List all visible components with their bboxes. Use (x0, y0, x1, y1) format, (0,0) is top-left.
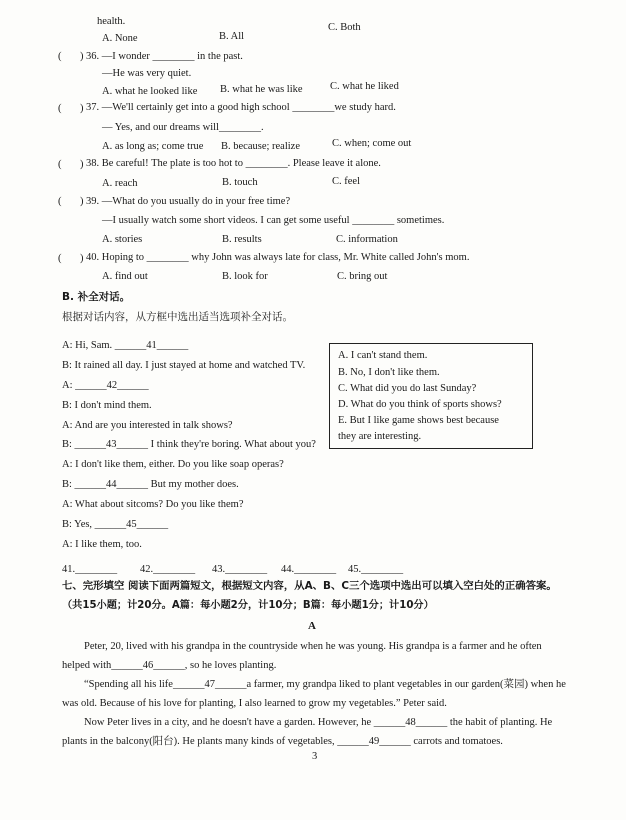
q36-paren-close: ) (80, 51, 84, 62)
q37-option-c: C. when; come out (332, 138, 412, 149)
part7-title: 七、完形填空 阅读下面两篇短文，根据短文内容，从A、B、C三个选项中选出可以填入空白处的正确答案。 (62, 580, 557, 592)
q39-option-c: C. information (336, 234, 398, 245)
q38-option-a: A. reach (102, 178, 138, 189)
option-item: D. What do you think of sports shows? (338, 399, 502, 410)
dialogue-line: A: And are you interested in talk shows? (62, 420, 233, 431)
q38-paren-close: ) (80, 159, 84, 170)
dialogue-line: B: I don't mind them. (62, 400, 152, 411)
q40-option-b: B. look for (222, 271, 268, 282)
q37-stem: 37. —We'll certainly get into a good high school ________we study hard. (86, 102, 396, 113)
page-number: 3 (312, 751, 318, 762)
passage-label: A (308, 620, 316, 632)
q39-paren-close: ) (80, 196, 84, 207)
q39-paren-open: ( (58, 196, 62, 207)
section-b-instruction: 根据对话内容，从方框中选出适当选项补全对话。 (62, 311, 293, 323)
q37-paren-open: ( (58, 103, 62, 114)
dialogue-line: A: ______42______ (62, 380, 149, 391)
passage-line: plants in the balcony(阳台). He plants many kinds of vegetables, ______49______ carrots and tomatoes. (62, 736, 503, 747)
answer-blank-42: 42.________ (140, 564, 196, 575)
q37-reply: — Yes, and our dreams will________. (102, 122, 264, 133)
dialogue-line: B: ______44______ But my mother does. (62, 479, 239, 490)
q40-option-a: A. find out (102, 271, 148, 282)
answer-blank-41: 41.________ (62, 564, 118, 575)
q35-option-b: B. All (219, 31, 245, 42)
q35-tail: health. (97, 16, 126, 27)
q38-option-b: B. touch (222, 177, 258, 188)
answer-blank-44: 44.________ (281, 564, 337, 575)
section-b-title: B. 补全对话。 (62, 291, 131, 303)
dialogue-line: B: It rained all day. I just stayed at home and watched TV. (62, 360, 306, 371)
q35-option-c: C. Both (328, 22, 361, 33)
passage-line: “Spending all his life______47______a farmer, my grandpa liked to plant vegetables in our garden(菜园) when he (84, 679, 566, 690)
q37-option-a: A. as long as; come true (102, 141, 204, 152)
q38-paren-open: ( (58, 159, 62, 170)
q36-option-a: A. what he looked like (102, 86, 198, 97)
part7-scoring: （共15小题；计20分。A篇：每小题2分，计10分；B篇：每小题1分；计10分） (62, 600, 434, 611)
q38-option-c: C. feel (332, 176, 360, 187)
q36-option-c: C. what he liked (330, 81, 399, 92)
q35-option-a: A. None (102, 33, 138, 44)
answer-blank-45: 45.________ (348, 564, 404, 575)
dialogue-line: A: What about sitcoms? Do you like them? (62, 499, 244, 510)
q36-option-b: B. what he was like (220, 84, 303, 95)
dialogue-line: B: Yes, ______45______ (62, 519, 169, 530)
dialogue-line: B: ______43______ I think they're boring. What about you? (62, 439, 316, 450)
option-item: B. No, I don't like them. (338, 367, 440, 378)
dialogue-line: A: I like them, too. (62, 539, 142, 550)
option-item: they are interesting. (338, 431, 422, 442)
q36-stem: 36. —I wonder ________ in the past. (86, 51, 243, 62)
q39-stem: 39. —What do you usually do in your free time? (86, 196, 291, 207)
q39-option-b: B. results (222, 234, 262, 245)
option-item: E. But I like game shows best because (338, 415, 499, 426)
passage-line: was old. Because of his love for planting, I also learned to grow my vegetables.” Peter said. (62, 698, 447, 709)
q40-paren-close: ) (80, 253, 84, 264)
q38-stem: 38. Be careful! The plate is too hot to ________. Please leave it alone. (86, 158, 381, 169)
dialogue-line: A: Hi, Sam. ______41______ (62, 340, 189, 351)
answer-blank-43: 43.________ (212, 564, 268, 575)
passage-line: Now Peter lives in a city, and he doesn't have a garden. However, he ______48______ the habit of planting. He (84, 717, 553, 728)
q36-reply: —He was very quiet. (102, 68, 192, 79)
q40-stem: 40. Hoping to ________ why John was always late for class, Mr. White called John's mom. (86, 252, 470, 263)
q36-paren-open: ( (58, 51, 62, 62)
dialogue-line: A: I don't like them, either. Do you like soap operas? (62, 459, 284, 470)
passage-line: Peter, 20, lived with his grandpa in the countryside when he was young. His grandpa is a farmer and he often (84, 641, 542, 652)
passage-line: helped with______46______, so he loves planting. (62, 660, 277, 671)
option-item: C. What did you do last Sunday? (338, 383, 477, 394)
q39-reply: —I usually watch some short videos. I can get some useful ________ sometimes. (102, 215, 445, 226)
q40-paren-open: ( (58, 253, 62, 264)
q37-option-b: B. because; realize (221, 141, 300, 152)
q39-option-a: A. stories (102, 234, 143, 245)
option-item: A. I can't stand them. (338, 350, 428, 361)
q37-paren-close: ) (80, 103, 84, 114)
q40-option-c: C. bring out (337, 271, 388, 282)
